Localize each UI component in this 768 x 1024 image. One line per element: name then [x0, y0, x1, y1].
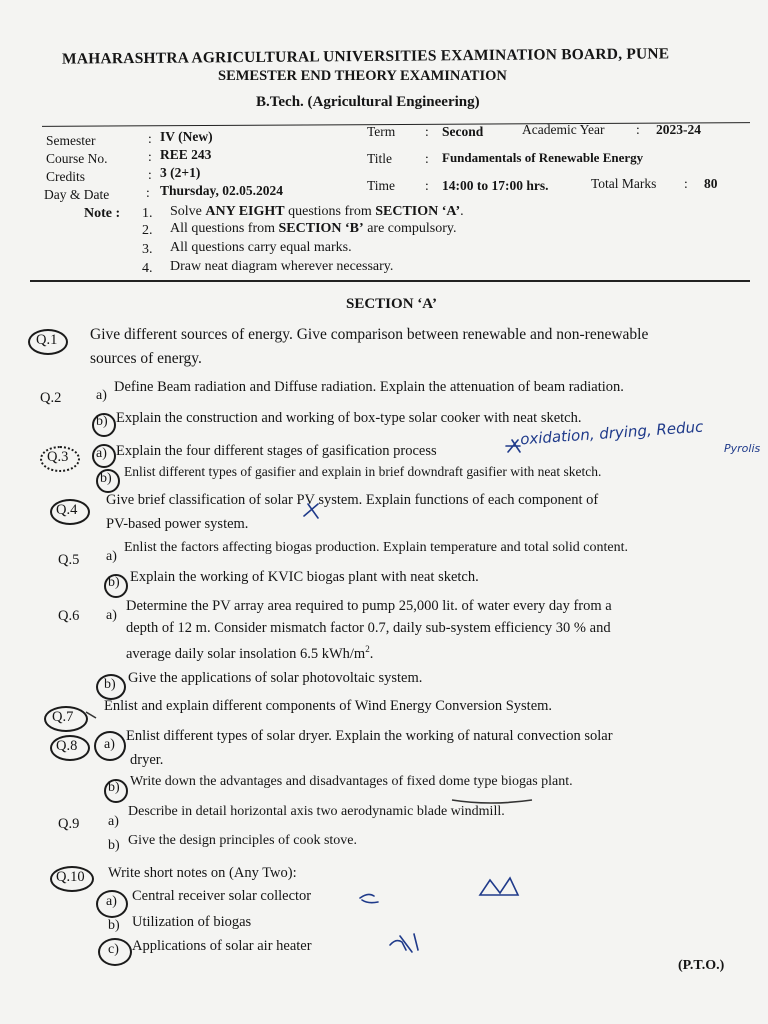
question-number: Q.3 [47, 449, 69, 465]
question-text: Central receiver solar collector [132, 888, 312, 904]
option-label: a) [104, 737, 115, 752]
option-label: b) [108, 918, 120, 933]
course-value: REE 243 [160, 147, 212, 162]
credits-label: Credits [46, 169, 85, 184]
colon: : [148, 167, 152, 182]
question-text: Explain the construction and working of box-type solar cooker with neat sketch. [116, 410, 582, 426]
option-label: b) [108, 780, 120, 795]
question-text: Enlist the factors affecting biogas production. Explain temperature and total solid content. [124, 540, 628, 555]
day-label: Day & Date [44, 187, 110, 202]
note-number: 1. [142, 206, 153, 221]
exam-title: SEMESTER END THEORY EXAMINATION [218, 68, 507, 84]
handwritten-note: oxidation, drying, Reduc [519, 417, 704, 449]
option-label: a) [106, 894, 117, 909]
question-number: Q.4 [56, 502, 78, 518]
question-text: Give the design principles of cook stove. [128, 833, 358, 848]
option-label: a) [96, 446, 107, 461]
total-marks-label: Total Marks [591, 176, 657, 191]
question-text: Describe in detail horizontal axis two aerodynamic blade windmill. [128, 804, 505, 819]
colon: : [425, 178, 429, 193]
question-text: Determine the PV array area required to pump 25,000 lit. of water every day from a [126, 598, 612, 614]
option-label: a) [106, 608, 117, 623]
option-label: b) [96, 414, 108, 429]
colon: : [146, 185, 150, 200]
question-number: Q.6 [58, 608, 80, 624]
option-label: a) [108, 814, 119, 829]
note-number: 2. [142, 223, 153, 238]
option-label: a) [106, 549, 117, 564]
question-number: Q.5 [58, 552, 80, 568]
question-text: Write short notes on (Any Two): [108, 865, 297, 881]
note-item: All questions from SECTION ‘B’ are compulsory. [170, 221, 457, 236]
total-marks-value: 80 [704, 176, 718, 191]
question-text: Enlist and explain different components of Wind Energy Conversion System. [104, 698, 553, 714]
question-text: sources of energy. [90, 350, 202, 367]
question-number: Q.2 [40, 390, 62, 406]
question-number: Q.9 [58, 816, 80, 832]
handwritten-note: Pyrolis [724, 442, 761, 455]
question-number: Q.1 [36, 332, 58, 348]
question-text: dryer. [130, 752, 164, 768]
board-title: MAHARASHTRA AGRICULTURAL UNIVERSITIES EXAMINATION BOARD, PUNE [61, 45, 670, 68]
academic-year-label: Academic Year [522, 122, 605, 137]
question-text: Give brief classification of solar PV system. Explain functions of each component of [106, 492, 599, 508]
question-number: Q.7 [52, 709, 74, 725]
time-value: 14:00 to 17:00 hrs. [442, 178, 549, 193]
question-text: depth of 12 m. Consider mismatch factor 0.7, daily sub-system efficiency 30 % and [126, 620, 611, 636]
semester-label: Semester [46, 133, 96, 148]
title-label: Title [367, 151, 393, 166]
colon: : [684, 176, 688, 191]
option-label: b) [100, 471, 112, 486]
program-title: B.Tech. (Agricultural Engineering) [256, 94, 480, 110]
question-text: Enlist different types of solar dryer. Explain the working of natural convection solar [126, 728, 613, 744]
course-title-value: Fundamentals of Renewable Energy [442, 150, 644, 165]
divider-bottom [30, 280, 750, 282]
option-label: b) [108, 575, 120, 590]
note-item: Draw neat diagram wherever necessary. [170, 259, 394, 274]
colon: : [636, 122, 640, 137]
section-title: SECTION ‘A’ [346, 296, 437, 312]
question-text: Applications of solar air heater [132, 938, 312, 954]
academic-year-value: 2023-24 [656, 122, 701, 137]
term-value: Second [442, 124, 484, 139]
colon: : [425, 151, 429, 166]
pto-label: (P.T.O.) [678, 958, 725, 973]
note-number: 3. [142, 242, 153, 257]
credits-value: 3 (2+1) [160, 165, 201, 180]
day-value: Thursday, 02.05.2024 [160, 183, 284, 198]
colon: : [148, 149, 152, 164]
option-label: c) [108, 942, 119, 957]
note-item: All questions carry equal marks. [170, 240, 352, 255]
time-label: Time [367, 178, 396, 193]
divider-top [42, 122, 750, 127]
note-item: Solve ANY EIGHT questions from SECTION ‘A’. [170, 204, 464, 219]
question-text: Give different sources of energy. Give comparison between renewable and non-renewable [90, 326, 649, 343]
question-text: Enlist different types of gasifier and explain in brief downdraft gasifier with neat sketch. [124, 464, 602, 479]
colon: : [425, 124, 429, 139]
option-label: a) [96, 388, 107, 403]
question-text: PV-based power system. [106, 516, 249, 532]
note-number: 4. [142, 261, 153, 276]
question-text: Define Beam radiation and Diffuse radiation. Explain the attenuation of beam radiation. [114, 379, 624, 395]
question-text: Explain the four different stages of gasification process [116, 443, 437, 459]
term-label: Term [367, 124, 396, 139]
colon: : [148, 131, 152, 146]
note-label: Note : [84, 206, 121, 221]
option-label: b) [104, 677, 116, 692]
question-text: Explain the working of KVIC biogas plant with neat sketch. [130, 569, 479, 585]
question-text: average daily solar insolation 6.5 kWh/$m^2$. [126, 644, 374, 662]
question-text: Give the applications of solar photovoltaic system. [128, 670, 423, 686]
semester-value: IV (New) [160, 129, 213, 144]
question-text: Utilization of biogas [132, 914, 252, 930]
course-label: Course No. [46, 151, 108, 166]
question-text: Write down the advantages and disadvantages of fixed dome type biogas plant. [130, 774, 573, 789]
option-label: b) [108, 838, 120, 853]
question-number: Q.10 [56, 869, 85, 885]
question-number: Q.8 [56, 738, 78, 754]
